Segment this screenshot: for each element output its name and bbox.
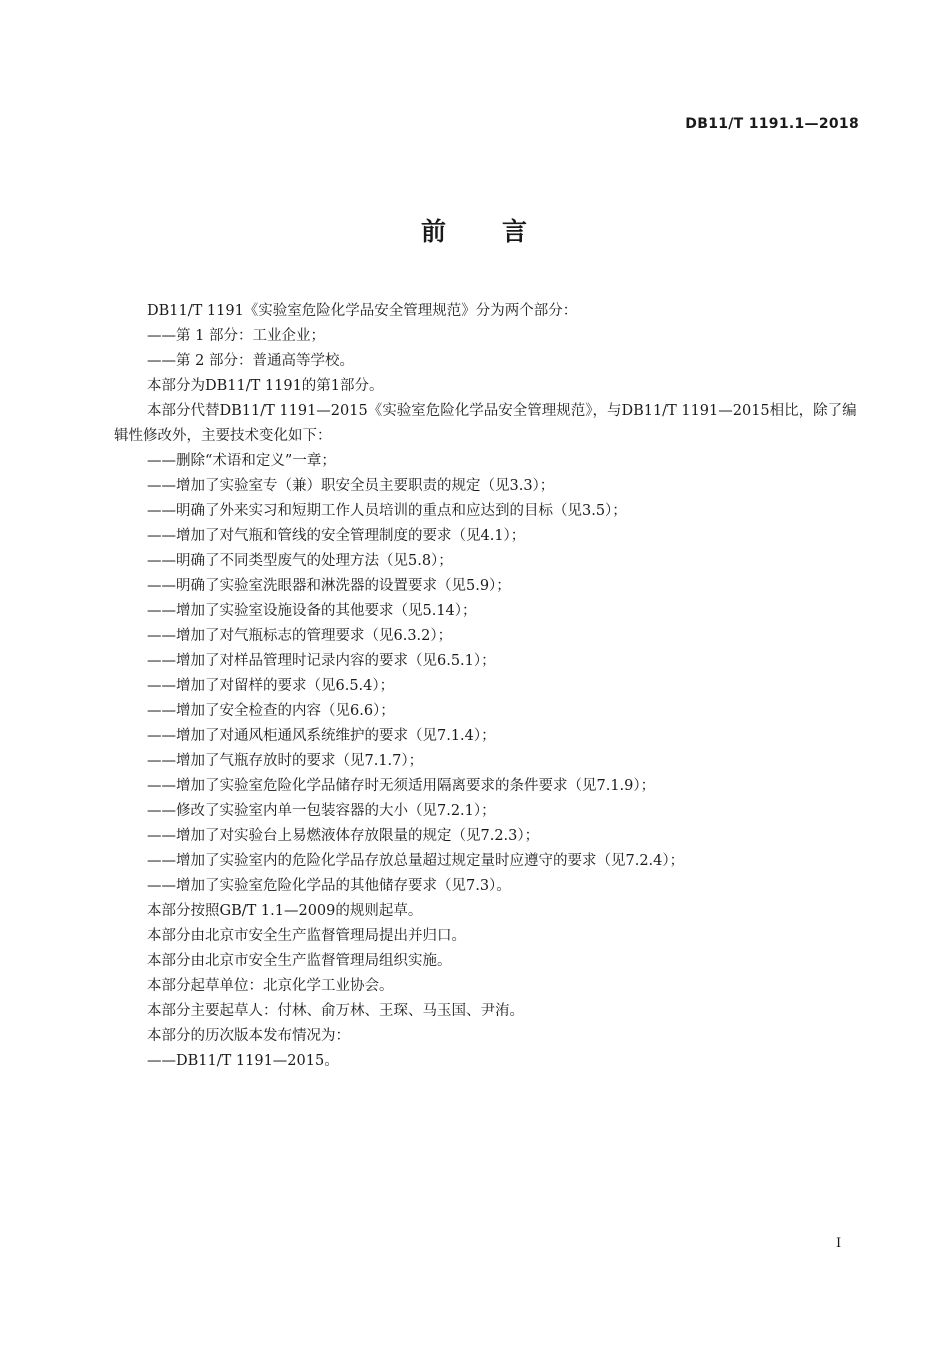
list-item: ——DB11/T 1191—2015。 [147,1053,339,1069]
list-item: ——修改了实验室内单一包装容器的大小（见7.2.1）； [147,803,496,819]
paragraph: 本部分的历次版本发布情况为： [147,1028,350,1044]
paragraph: DB11/T 1191《实验室危险化学品安全管理规范》分为两个部分： [147,303,578,319]
standard-code-header: DB11/T 1191.1—2018 [685,116,859,132]
list-item: ——增加了对气瓶标志的管理要求（见6.3.2）； [147,628,453,644]
page-title [0,212,950,248]
paragraph: 本部分起草单位：北京化学工业协会。 [147,978,394,994]
list-item: ——明确了外来实习和短期工作人员培训的重点和应达到的目标（见3.5）； [147,503,627,519]
list-item: ——增加了气瓶存放时的要求（见7.1.7）； [147,753,424,769]
list-item: ——增加了安全检查的内容（见6.6）； [147,703,395,719]
list-item: ——明确了实验室洗眼器和淋洗器的设置要求（见5.9）； [147,578,511,594]
paragraph: 本部分由北京市安全生产监督管理局提出并归口。 [147,928,466,944]
paragraph: 本部分按照GB/T 1.1—2009的规则起草。 [147,903,423,919]
paragraph: 本部分主要起草人：付林、俞万林、王琛、马玉国、尹洧。 [147,1003,524,1019]
list-item: ——增加了实验室危险化学品储存时无须适用隔离要求的条件要求（见7.1.9）； [147,778,656,794]
list-item: ——增加了对留样的要求（见6.5.4）； [147,678,395,694]
list-item: ——增加了实验室专（兼）职安全员主要职责的规定（见3.3）； [147,478,555,494]
list-item: ——增加了对气瓶和管线的安全管理制度的要求（见4.1）； [147,528,526,544]
foreword-body [114,299,862,1074]
list-item: ——增加了对样品管理时记录内容的要求（见6.5.1）； [147,653,496,669]
page-number: I [836,1236,842,1251]
title-char-1: 前 [420,217,448,246]
list-item: ——第 2 部分：普通高等学校。 [147,353,354,369]
paragraph: 本部分为DB11/T 1191的第1部分。 [147,378,384,394]
list-item: ——明确了不同类型废气的处理方法（见5.8）； [147,553,453,569]
paragraph: 本部分由北京市安全生产监督管理局组织实施。 [147,953,452,969]
list-item: ——增加了实验室设施设备的其他要求（见5.14）； [147,603,477,619]
list-item: ——增加了实验室内的危险化学品存放总量超过规定量时应遵守的要求（见7.2.4）； [147,853,685,869]
paragraph: 本部分代替DB11/T 1191—2015《实验室危险化学品安全管理规范》，与DB11/T 1191—2015相比，除了编辑性修改外，主要技术变化如下： [114,403,857,444]
list-item: ——增加了实验室危险化学品的其他储存要求（见7.3）。 [147,878,511,894]
list-item: ——增加了对通风柜通风系统维护的要求（见7.1.4）； [147,728,496,744]
list-item: ——增加了对实验台上易燃液体存放限量的规定（见7.2.3）； [147,828,540,844]
list-item: ——删除“术语和定义”一章； [147,453,336,469]
title-char-2: 言 [502,217,530,246]
list-item: ——第 1 部分：工业企业； [147,328,325,344]
